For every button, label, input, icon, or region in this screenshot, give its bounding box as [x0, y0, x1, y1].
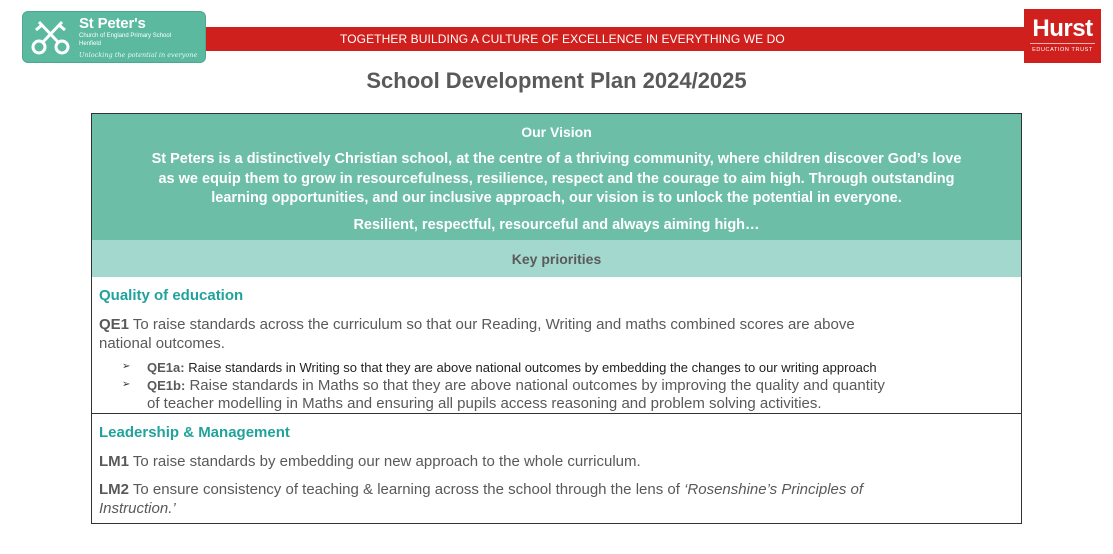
qe1-text-cont: national outcomes.: [99, 335, 225, 352]
vision-statement: [102, 150, 1011, 209]
school-location: Henfield: [79, 41, 102, 47]
quality-of-education-cell: [91, 277, 1022, 414]
qe1a-priority: [147, 359, 1011, 376]
qe1-text: To raise standards across the curriculum so that our Reading, Writing and maths combined scores are above: [129, 316, 855, 333]
vision-line: St Peters is a distinctively Christian school, at the centre of a thriving community, where children discover God’s love: [151, 151, 962, 167]
quality-heading: Quality of education: [99, 287, 244, 304]
vision-cell: [91, 113, 1022, 241]
school-motto: Unlocking the potential in everyone: [79, 51, 198, 59]
school-name: St Peter's: [79, 15, 146, 32]
lm1-priority: [99, 452, 1011, 471]
page-title: School Development Plan 2024/2025: [366, 68, 747, 93]
key-priorities-label: Key priorities: [511, 251, 602, 267]
trust-logo-divider: [1030, 43, 1095, 44]
key-priorities-header: [91, 240, 1022, 278]
vision-heading: Our Vision: [521, 124, 592, 140]
trust-subtitle: EDUCATION TRUST: [1032, 47, 1093, 53]
banner-text: TOGETHER BUILDING A CULTURE OF EXCELLENCE IN EVERYTHING WE DO: [340, 32, 785, 46]
arrow-bullet-icon: ➢: [122, 379, 131, 390]
lm2-code: LM2: [99, 481, 129, 498]
qe1b-priority: [147, 377, 1011, 412]
qe1b-text: Raise standards in Maths so that they are above national outcomes by improving the quality and quantity: [185, 377, 885, 394]
leadership-heading: Leadership & Management: [99, 424, 290, 441]
qe1b-code: QE1b:: [147, 378, 186, 393]
qe1b-text-cont: of teacher modelling in Maths and ensuring all pupils access reasoning and problem solving activities.: [147, 394, 822, 412]
vision-line: as we equip them to grow in resourcefulness, resilience, respect and the courage to aim high. Through outstanding: [158, 170, 955, 187]
school-logo: [22, 11, 206, 63]
motto-banner: [206, 27, 1024, 51]
leadership-management-cell: [91, 413, 1022, 524]
trust-logo: [1024, 9, 1101, 63]
qe1a-code: QE1a:: [147, 360, 185, 375]
vision-line: learning opportunities, and our inclusive approach, our vision is to unlock the potential in everyone.: [211, 190, 902, 206]
lm1-text: To raise standards by embedding our new approach to the whole curriculum.: [129, 453, 641, 470]
qe1a-text: Raise standards in Writing so that they are above national outcomes by embedding the changes to our writing approach: [184, 360, 877, 375]
lm2-text: To ensure consistency of teaching & learning across the school through the lens of: [129, 481, 685, 498]
lm2-priority: [99, 480, 1011, 518]
arrow-bullet-icon: ➢: [122, 361, 131, 372]
school-subtitle: Church of England Primary School: [79, 33, 172, 39]
lm2-quote-cont: Instruction.’: [99, 500, 176, 517]
lm1-code: LM1: [99, 453, 129, 470]
lm2-quote: ‘Rosenshine’s Principles of: [684, 481, 864, 498]
trust-name: Hurst: [1032, 15, 1093, 42]
qe1-priority: [99, 315, 1011, 353]
keys-icon: [29, 17, 73, 57]
vision-tagline: Resilient, respectful, resourceful and always aiming high…: [353, 217, 760, 233]
qe1-code: QE1: [99, 316, 130, 333]
